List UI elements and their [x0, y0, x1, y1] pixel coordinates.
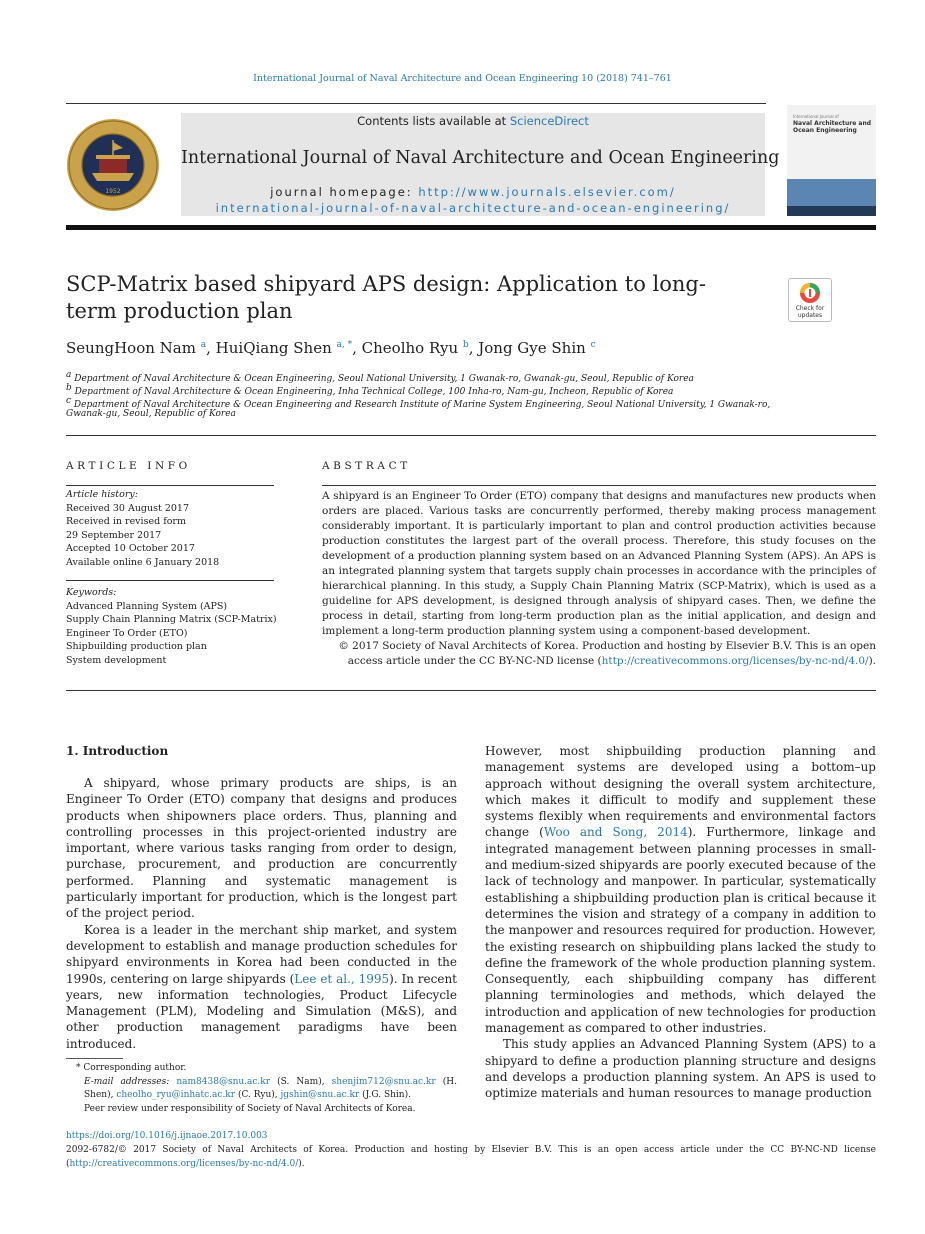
article-title: SCP-Matrix based shipyard APS design: Application to long-term production plan — [66, 272, 706, 323]
email-link[interactable]: jgshin@snu.ac.kr — [280, 1090, 360, 1100]
email-link[interactable]: cheolho_ryu@inhatc.ac.kr — [116, 1090, 236, 1100]
homepage-link-2[interactable]: international-journal-of-naval-architecture-and-ocean-engineering/ — [215, 201, 731, 215]
society-seal-icon — [66, 118, 160, 212]
affiliation-sup: c — [66, 396, 72, 406]
affiliation-sup: b — [66, 383, 72, 393]
keywords — [66, 586, 277, 667]
homepage-line-1 — [181, 185, 765, 199]
history-item: Accepted 10 October 2017 — [66, 543, 195, 554]
abstract-body — [322, 489, 876, 669]
author-name: SeungHoon Nam — [66, 339, 196, 357]
paragraph: A shipyard, whose primary products are ships, is an Engineer To Order (ETO) company that designs and produces products when shipowners place orders. Thus, planning and controlling processes in this project-oriented industry are important, where various tasks ranging from order to design, purchase, procurement, and production are concurrently performed. Planning and systematic management is particularly important for production, which is the longest part of the project period. — [66, 776, 457, 921]
keyword: Advanced Planning System (APS) — [66, 600, 228, 612]
text: However, most shipbuilding production planning and management systems are developed using a bottom–up approach without designing the overall system architecture, which makes it difficult to modify and supplement these systems flexibly when requirements and environmental factors change ( — [485, 744, 876, 840]
history-item: Received 30 August 2017 — [66, 502, 190, 514]
affiliation-c-cont — [66, 408, 236, 421]
corresponding-author-note: * Corresponding author. — [76, 1063, 187, 1073]
history-item: 29 September 2017 — [66, 529, 162, 541]
keywords-label: Keywords: — [66, 587, 117, 598]
email-owner: (S. Nam), — [270, 1076, 332, 1087]
email-link[interactable]: shenjim712@snu.ac.kr — [331, 1076, 436, 1087]
check-updates-icon — [789, 279, 831, 307]
homepage-label: journal homepage: — [270, 185, 419, 199]
author-name: HuiQiang Shen — [215, 339, 332, 357]
email-addresses — [66, 1076, 457, 1103]
email-label: E-mail addresses: — [84, 1076, 177, 1087]
seal-year: 1952 — [105, 188, 121, 195]
abstract-heading: ABSTRACT — [322, 460, 411, 472]
author-name: Jong Gye Shin — [478, 339, 586, 357]
header-rule — [66, 103, 766, 104]
contents-prefix: Contents lists available at — [357, 114, 510, 128]
journal-cover-thumbnail[interactable] — [787, 105, 876, 216]
right-column — [485, 743, 876, 1102]
contents-line — [181, 114, 765, 128]
copyright-end: ). — [868, 655, 876, 667]
check-for-updates-button[interactable] — [788, 278, 832, 322]
author-separator: , — [352, 339, 362, 357]
header-thick-rule — [66, 225, 876, 230]
affiliation-sup: a — [66, 370, 72, 380]
email-owner: (H. Shen), — [84, 1076, 457, 1100]
article-history — [66, 488, 219, 569]
author-separator: , — [206, 339, 216, 357]
affiliation-text: Department of Naval Architecture & Ocean Engineering, Inha Technical College, 100 Inha-ro, Nam-gu, Incheon, Republic of Korea — [74, 387, 674, 397]
paragraph — [66, 922, 457, 1052]
email-owner: (C. Ryu), — [235, 1090, 281, 1100]
affiliation-text: Gwanak-gu, Seoul, Republic of Korea — [66, 409, 236, 419]
abstract-copyright — [322, 639, 876, 669]
author-affiliation-link[interactable]: a — [200, 340, 207, 350]
abstract-bottom-rule — [66, 690, 876, 691]
history-label: Article history: — [66, 489, 138, 500]
license-link[interactable]: http://creativecommons.org/licenses/by-nc-nd/4.0/ — [601, 655, 869, 667]
author-list — [66, 339, 596, 357]
footnotes — [66, 1062, 457, 1116]
peer-review-note: Peer review under responsibility of Society of Naval Architects of Korea. — [84, 1103, 416, 1114]
text: ). In recent years, new information technologies, Product Lifecycle Management (PLM), Modeling and Simulation (M&S), and other production management paradigms have been introduced. — [66, 971, 457, 1051]
paragraph: This study applies an Advanced Planning System (APS) to a shipyard to define a production planning structure and designs and develops a production planning system. An APS is used to optimize materials and human resources to manage production — [485, 1037, 876, 1101]
cover-small-text: International Journal of — [793, 114, 839, 119]
author-separator: , — [468, 339, 479, 357]
cover-bottom-strip — [787, 206, 876, 216]
doi-link[interactable]: https://doi.org/10.1016/j.ijnaoe.2017.10.003 — [66, 1131, 268, 1141]
issn-end: ). — [298, 1158, 305, 1169]
article-info-heading: ARTICLE INFO — [66, 460, 191, 472]
paragraph — [485, 743, 876, 1036]
affiliation-text: Department of Naval Architecture & Ocean Engineering and Research Institute of Marine System Engineering, Seoul National University, 1 Gwanak-ro, — [73, 400, 771, 410]
issn-license-line — [66, 1144, 876, 1171]
author-affiliation-link[interactable]: b — [462, 340, 469, 350]
check-updates-label: Check for updates — [795, 305, 825, 319]
abstract-rule — [322, 485, 876, 486]
history-item: Available online 6 January 2018 — [66, 556, 220, 568]
keyword: Shipbuilding production plan — [66, 641, 207, 652]
section-heading-introduction: 1. Introduction — [66, 744, 169, 758]
email-link[interactable]: nam8438@snu.ac.kr — [176, 1076, 271, 1087]
copyright-text: © 2017 Society of Naval Architects of Korea. Production and hosting by Elsevier B.V. This is an open access article under the CC BY-NC-ND license ( — [338, 640, 876, 667]
license-link[interactable]: http://creativecommons.org/licenses/by-nc-nd/4.0/ — [69, 1158, 299, 1169]
history-item: Received in revised form — [66, 516, 186, 527]
author-affiliation-link[interactable]: a, * — [336, 340, 353, 350]
issn-text: 2092-6782/© 2017 Society of Naval Architects of Korea. Production and hosting by Elsevier B.V. This is an open access article under the CC BY-NC-ND license ( — [66, 1145, 876, 1169]
info-rule — [66, 485, 274, 486]
journal-title: International Journal of Naval Architecture and Ocean Engineering — [181, 148, 780, 168]
citation-link[interactable]: Woo and Song, 2014 — [543, 825, 688, 840]
text: Korea is a leader in the merchant ship market, and system development to establish and manage production schedules for shipyard environments in Korea had been conducted in the 1990s, centering on large shipyards ( — [66, 922, 457, 986]
sciencedirect-link[interactable]: ScienceDirect — [509, 114, 589, 128]
left-column — [66, 775, 457, 1052]
journal-reference[interactable]: International Journal of Naval Architecture and Ocean Engineering 10 (2018) 741–761 — [253, 73, 672, 84]
email-owner: (J.G. Shin). — [359, 1090, 411, 1100]
info-rule — [66, 580, 274, 581]
keyword: Supply Chain Planning Matrix (SCP-Matrix) — [66, 614, 277, 625]
affiliation-rule — [66, 435, 876, 436]
author-affiliation-link[interactable]: c — [590, 340, 596, 350]
text: ). Furthermore, linkage and integrated management between planning processes in small- and medium-sized shipyards are poorly executed because of the lack of technology and manpower. In particular, systematically establishing a shipbuilding production plan is critical because it determines the vision and strategy of a company in addition to the manpower and resources required for production. However, the existing research on shipbuilding plans lacked the study to define the framework of the whole production planning system. Consequently, each shipbuilding company has different planning terminologies and methods, which delayed the introduction and application of new technologies for production management as compared to other industries. — [485, 825, 876, 1036]
citation-link[interactable]: Lee et al., 1995 — [294, 971, 390, 986]
keyword: Engineer To Order (ETO) — [66, 627, 188, 639]
homepage-link-1[interactable]: http://www.journals.elsevier.com/ — [418, 185, 676, 199]
author-name: Cheolho Ryu — [361, 339, 459, 357]
footnote-rule — [66, 1058, 123, 1059]
affiliation-text: Department of Naval Architecture & Ocean Engineering, Seoul National University, 1 Gwanak-ro, Gwanak-gu, Seoul, Republic of Korea — [74, 374, 694, 384]
cover-title: Naval Architecture and Ocean Engineering — [793, 120, 872, 134]
keyword: System development — [66, 654, 167, 666]
abstract-paragraph: A shipyard is an Engineer To Order (ETO) company that designs and manufactures new products when orders are placed. Various tasks are concurrently performed, thereby making process management considerably important. It is particularly important to plan and control production activities because production constitutes the largest part of the overall process. Therefore, this study focuses on the development of a production planning system based on an Advanced Planning System (APS). An APS is an integrated planning system that targets supply chain processes in accordance with the principles of hierarchical planning. In this study, a Supply Chain Planning Matrix (SCP-Matrix), which is used as a guideline for APS development, is designed through analysis of shipyard cases. Then, we define the process in detail, starting from long-term production plan as the initial application, and design and implement a long-term production planning system using a component-based development. — [322, 490, 876, 637]
